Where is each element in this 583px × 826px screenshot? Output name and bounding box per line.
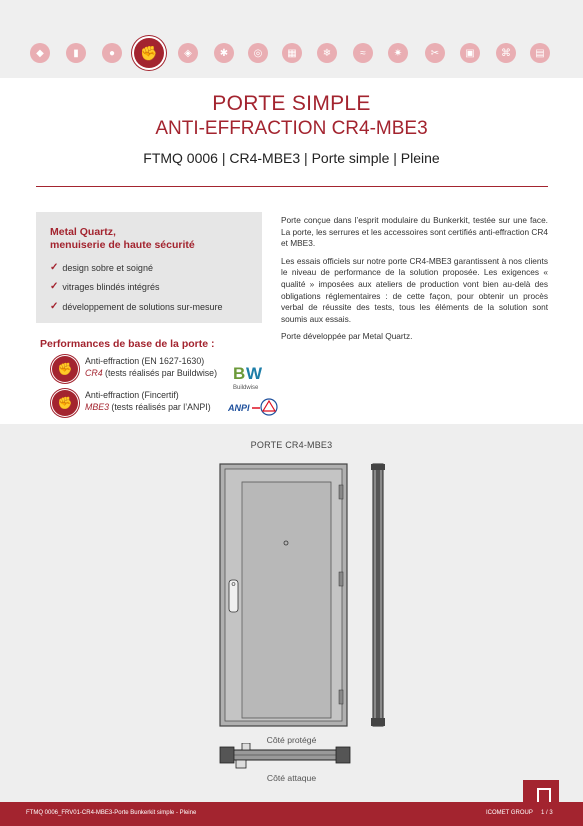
page-corner-logo xyxy=(523,780,559,802)
features-title: Metal Quartz, menuiserie de haute sécurité xyxy=(50,226,195,251)
key-icon[interactable]: ⌘ xyxy=(496,43,516,63)
grid-icon[interactable]: ▤ xyxy=(530,43,550,63)
footer xyxy=(0,802,583,826)
svg-text:ANPI: ANPI xyxy=(228,403,250,413)
check-icon: ✓ xyxy=(50,262,59,273)
page-title-line2: ANTI-EFFRACTION CR4-MBE3 xyxy=(155,118,428,139)
check-icon: ✓ xyxy=(50,301,59,312)
footer-page-number: 1 / 3 xyxy=(541,810,553,816)
description-paragraph: Les essais officiels sur notre porte CR4-MBE3 garantissent à nos clients le niveau de performance de la solution proposée. Les exigences « qualité » imposées aux ateliers de production vont bien au-delà des obligations réglementaires : de cette façon, pour obtenir un procès verbal de réussite des tests, tous les éléments de la solution sont soumis aux essais. xyxy=(281,255,548,324)
page-subtitle: FTMQ 0006 | CR4-MBE3 | Porte simple | Pleine xyxy=(143,150,440,166)
shield-icon[interactable]: ◈ xyxy=(178,43,198,63)
break-in-icon: ✊ xyxy=(52,390,78,416)
window-icon[interactable]: ◎ xyxy=(248,43,268,63)
bullet-icon[interactable]: ● xyxy=(102,43,122,63)
svg-text:B: B xyxy=(233,364,246,383)
wind-icon[interactable]: ≈ xyxy=(353,43,373,63)
performance-item: ✊ Anti-effraction (Fincertif) MBE3 (tests réalisés par l’ANPI) xyxy=(52,390,292,420)
panel-icon[interactable]: ▦ xyxy=(282,43,302,63)
door-section-drawing xyxy=(368,462,388,732)
page-title: PORTE SIMPLE xyxy=(212,92,371,115)
drawing-title: PORTE CR4-MBE3 xyxy=(250,440,333,450)
feature-item: ✓ design sobre et soigné xyxy=(50,262,153,273)
fire-icon[interactable]: ◆ xyxy=(30,43,50,63)
footer-reference: FTMQ 0006_FRV01-CR4-MBE3-Porte Bunkerkit simple - Pleine xyxy=(26,810,197,816)
radiation-icon[interactable]: ✱ xyxy=(214,43,234,63)
door-icon[interactable]: ▮ xyxy=(66,43,86,63)
category-icon-row xyxy=(28,38,558,72)
performances-title: Performances de base de la porte : xyxy=(40,338,215,350)
break-in-icon[interactable]: ✊ xyxy=(134,38,164,68)
door-plan-drawing xyxy=(216,743,356,773)
blast-icon[interactable]: ✷ xyxy=(388,43,408,63)
check-icon: ✓ xyxy=(50,281,59,292)
snowflake-icon[interactable]: ❄ xyxy=(317,43,337,63)
feature-item: ✓ développement de solutions sur-mesure xyxy=(50,301,223,312)
performance-item: ✊ Anti-effraction (EN 1627-1630) CR4 (tests réalisés par Buildwise) xyxy=(52,356,292,386)
cut-icon[interactable]: ✂ xyxy=(425,43,445,63)
title-divider xyxy=(36,186,548,187)
description-paragraph: Porte développée par Metal Quartz. xyxy=(281,331,413,342)
lock-icon[interactable]: ▣ xyxy=(460,43,480,63)
svg-text:Buildwise: Buildwise xyxy=(233,385,259,391)
svg-text:W: W xyxy=(246,364,263,383)
footer-company: ICOMET GROUP xyxy=(486,810,533,816)
description xyxy=(281,215,548,349)
features-box xyxy=(36,212,262,323)
buildwise-logo xyxy=(232,361,270,391)
attack-side-label: Côté attaque xyxy=(266,773,317,783)
description-paragraph: Porte conçue dans l’esprit modulaire du Bunkerkit, testée sur une face. La porte, les serrures et les accessoires sont certifiés anti-effraction CR4 et MBE3. xyxy=(281,215,548,249)
anpi-logo xyxy=(228,397,280,417)
protected-side-label: Côté protégé xyxy=(266,735,317,745)
feature-item: ✓ vitrages blindés intégrés xyxy=(50,281,160,292)
door-elevation-drawing xyxy=(210,460,350,730)
break-in-icon: ✊ xyxy=(52,356,78,382)
